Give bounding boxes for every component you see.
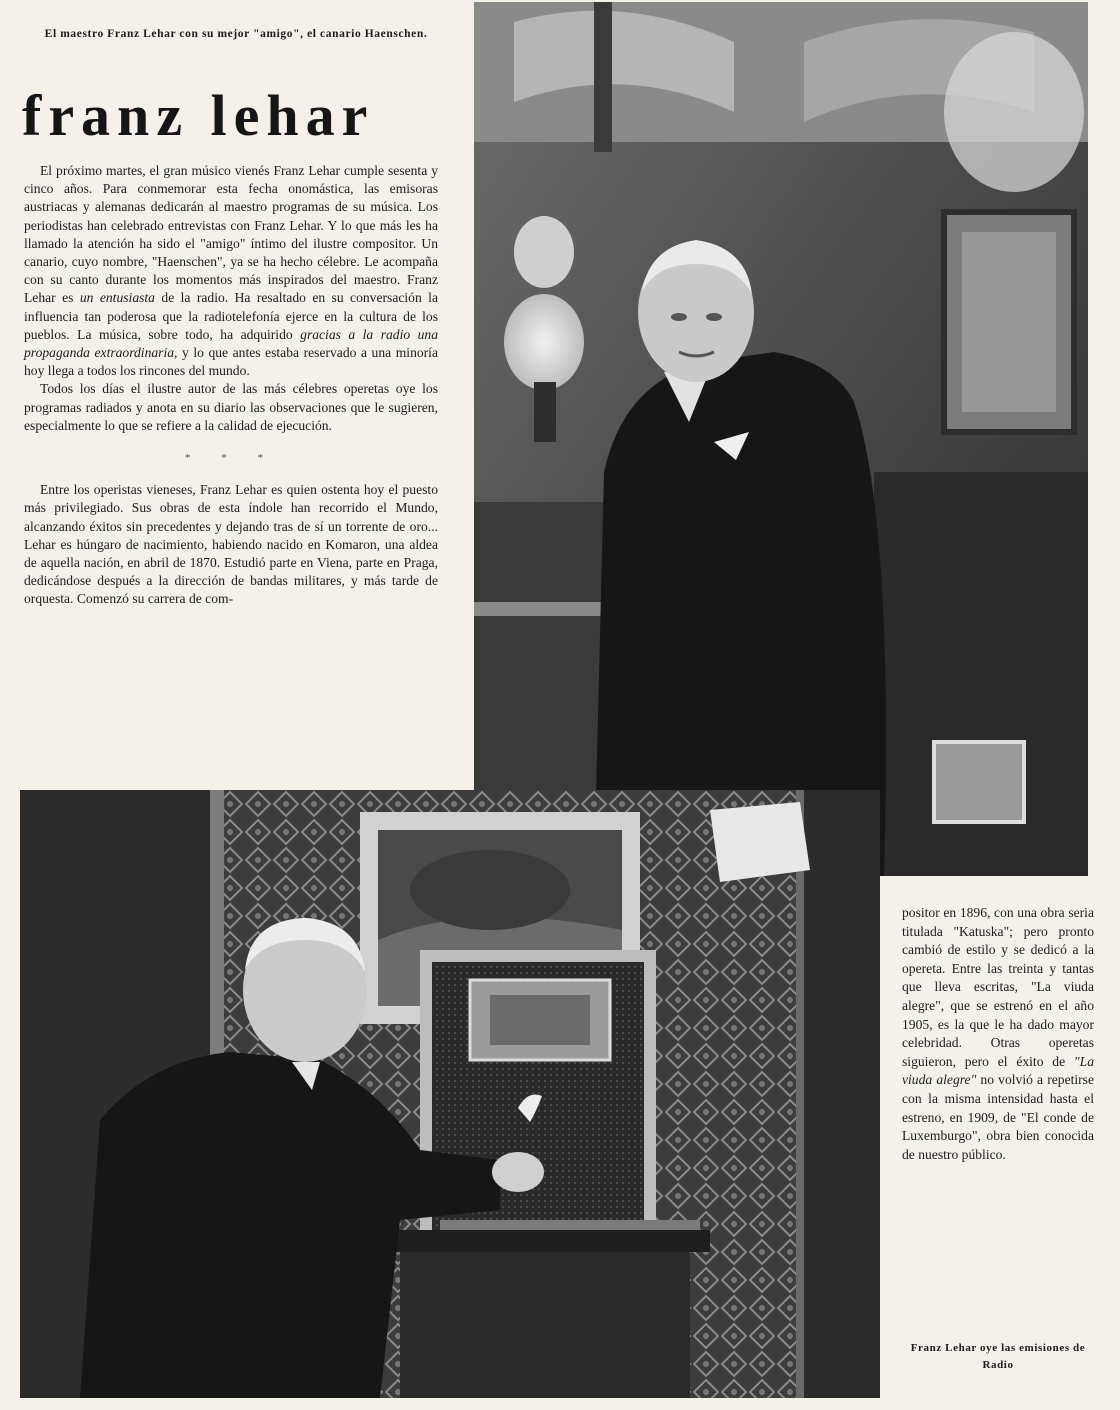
paragraph-2: Todos los días el ilustre autor de las más célebres operetas oye los programas radiados y anota en su diario las observaciones que le sugieren, especialmente lo que se refiere a la calidad de ejecución.: [24, 381, 438, 433]
right-column-emphasis: "La viuda alegre": [902, 1053, 1094, 1088]
bottom-photo-caption: Franz Lehar oye las emisiones de Radio: [910, 1342, 1086, 1371]
paragraph-3: Entre los operistas vieneses, Franz Lehar es quien ostenta hoy el puesto más privilegiado. Sus obras de esta índole han recorrido el Mundo, alcanzando éxitos sin precedentes y dejando tras de sí un torrente de oro... Lehar es húngaro de nacimiento, habiendo nacido en Komaron, una aldea de aquella nación, en abril de 1870. Estudió parte en Viena, parte en Praga, dedicándose después a la dirección de bandas militares, y más tarde de orquesta. Comenzó su carrera de com-: [24, 482, 438, 607]
paragraph-1-text: El próximo martes, el gran músico vienés Franz Lehar cumple sesenta y cinco años. Para conmemorar esta fecha onomástica, las emisoras austriacas y alemanas dedicarán al maestro programas de su música. Los periodistas han celebrado entrevistas con Franz Lehar. Y lo que más les ha llamado la atención ha sido el "amigo" íntimo del ilustre compositor. Un canario, cuyo nombre, "Haenschen", ya se ha hecho célebre. Le acompaña con su canto durante los momentos más inspirados del maestro. Franz Lehar es: [24, 163, 438, 306]
right-column-text-b: no volvió a repetirse con la misma intensidad hasta el estreno, en 1909, de "El conde de Luxemburgo", obra bien conocida de nuestro público.: [902, 1072, 1095, 1162]
article-column-right: [902, 904, 1094, 1164]
article-column-left: [24, 162, 438, 609]
paragraph-1-text-c: , y lo que antes estaba reservado a una minoría hoy llega a todos los rincones del mundo.: [24, 345, 438, 379]
paragraph-1-emphasis-2: gracias a la radio una propaganda extraordinaria: [24, 326, 439, 361]
photo-lehar-listening-radio: [20, 790, 880, 1398]
paragraph-1: [24, 162, 438, 380]
photo-lehar-standing: [474, 2, 1088, 876]
section-separator: * * *: [185, 452, 277, 465]
right-column-text: positor en 1896, con una obra seria titulada "Katuska"; pero pronto cambió de estilo y se dedicó a la opereta. Entre las treinta y tantas que lleva escritas, "La viuda alegre", que se estrenó en el año 1905, es la que le ha dado mayor celebridad. Otras operetas siguieron, pero el éxito de: [902, 905, 1094, 1069]
article-title: franz lehar: [22, 83, 375, 148]
top-photo-caption: El maestro Franz Lehar con su mejor "amigo", el canario Haenschen.: [44, 28, 428, 40]
right-column-paragraph: [902, 904, 1094, 1164]
paragraph-1-emphasis-1: un entusiasta: [79, 290, 155, 306]
paragraph-1-text-b: de la radio. Ha resaltado en su conversación la influencia tan poderosa que la radiotelefonía ejerce en la cultura de los pueblos. La música, sobre todo, ha adquirido: [24, 290, 438, 342]
